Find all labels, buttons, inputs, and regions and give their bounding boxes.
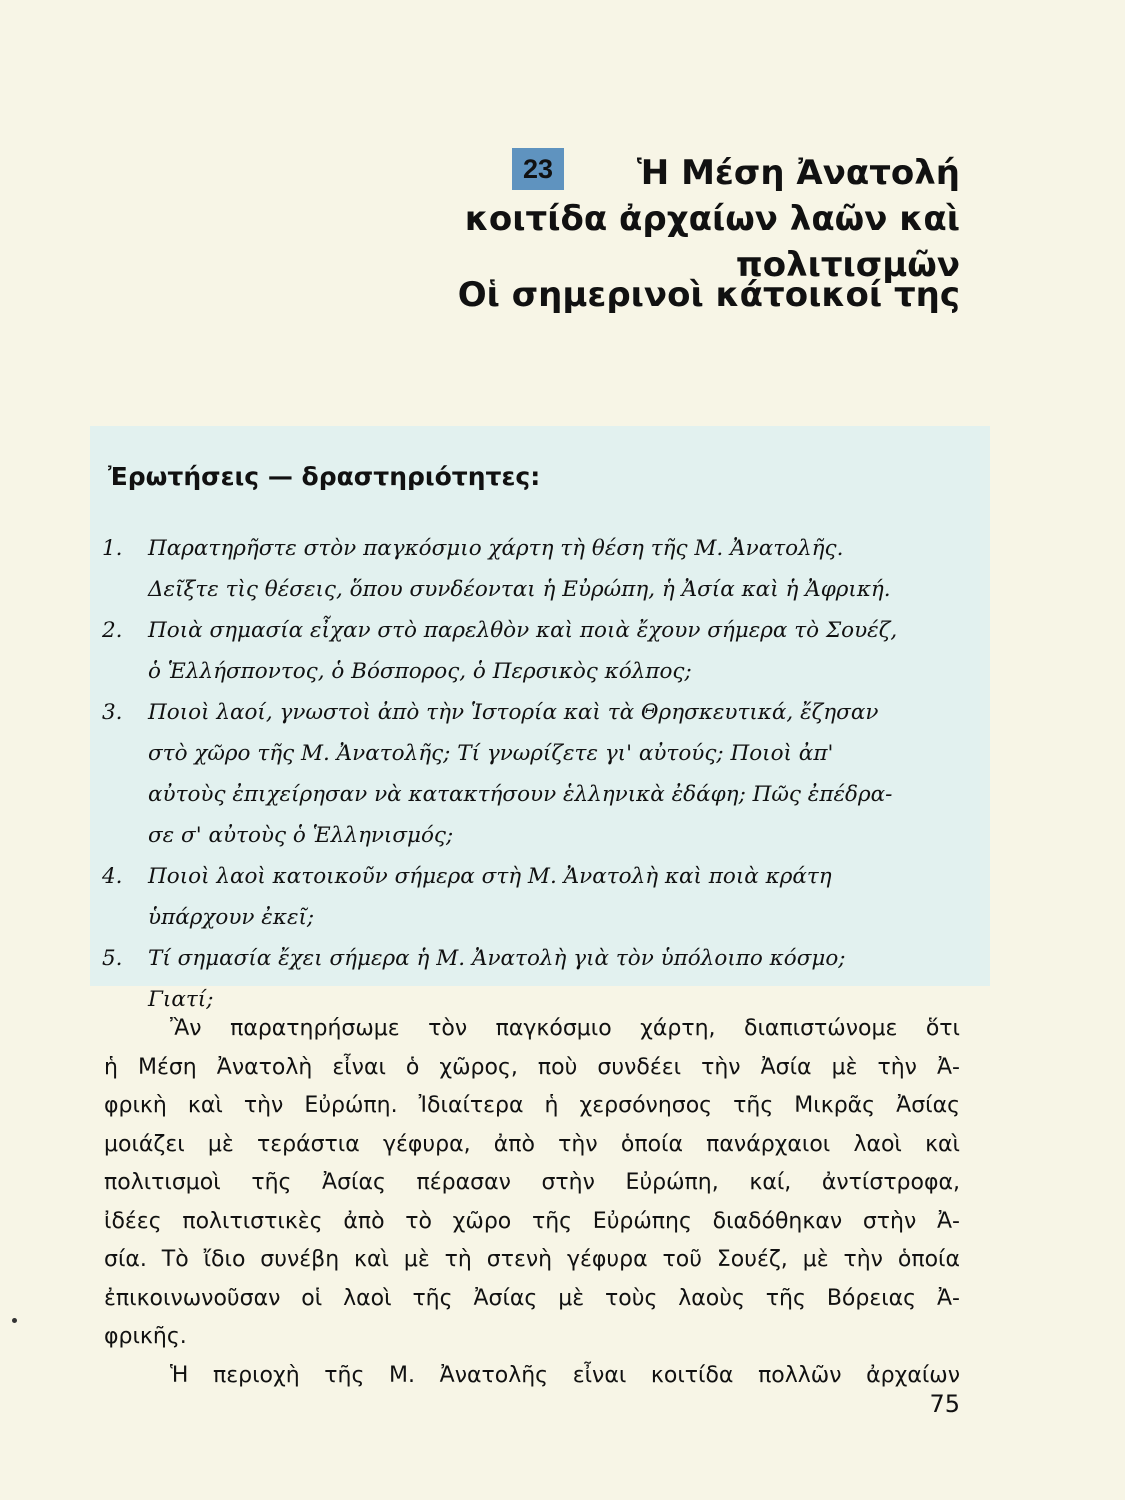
question-line: στὸ χῶρο τῆς Μ. Ἀνατολῆς; Τί γνωρίζετε γι' αὐτούς; Ποιοὶ ἀπ' bbox=[148, 741, 834, 766]
paragraph-line: μοιάζει μὲ τεράστια γέφυρα, ἀπὸ τὴν ὁποία πανάρχαιοι λαοὶ καὶ bbox=[104, 1131, 960, 1157]
question-number: 1. bbox=[102, 536, 123, 561]
paragraph-line: ἡ Μέση Ἀνατολὴ εἶναι ὁ χῶρος, ποὺ συνδέει τὴν Ἀσία μὲ τὴν Ἀ- bbox=[104, 1054, 960, 1080]
question-line: Ποιοὶ λαοί, γνωστοὶ ἀπὸ τὴν Ἱστορία καὶ τὰ Θρησκευτικά, ἔζησαν bbox=[148, 700, 879, 725]
question-line: Δεῖξτε τὶς θέσεις, ὅπου συνδέονται ἡ Εὐρώπη, ἡ Ἀσία καὶ ἡ Ἀφρική. bbox=[148, 577, 891, 602]
questions-heading: Ἐρωτήσεις — δραστηριότητες: bbox=[108, 462, 541, 491]
chapter-subtitle: Οἱ σημερινοὶ κάτοικοί της bbox=[457, 275, 960, 315]
paragraph-line: φρικῆς. bbox=[104, 1324, 187, 1349]
question-line: αὐτοὺς ἐπιχείρησαν νὰ κατακτήσουν ἑλληνικὰ ἐδάφη; Πῶς ἐπέδρα- bbox=[148, 782, 893, 807]
body-text bbox=[104, 1010, 960, 1395]
paragraph-line: ἰδέες πολιτιστικὲς ἀπὸ τὸ χῶρο τῆς Εὐρώπης διαδόθηκαν στὴν Ἀ- bbox=[104, 1208, 960, 1234]
question-line: Ποιοὶ λαοὶ κατοικοῦν σήμερα στὴ Μ. Ἀνατολὴ καὶ ποιὰ κράτη bbox=[148, 864, 832, 889]
paragraph-line: ἐπικοινωνοῦσαν οἱ λαοὶ τῆς Ἀσίας μὲ τοὺς λαοὺς τῆς Βόρειας Ἀ- bbox=[104, 1285, 960, 1311]
question-item bbox=[100, 938, 962, 1020]
question-item bbox=[100, 692, 962, 856]
question-item bbox=[100, 610, 962, 692]
chapter-title-line-1: Ἡ Μέση Ἀνατολή bbox=[636, 153, 960, 193]
question-line: ὑπάρχουν ἐκεῖ; bbox=[148, 905, 315, 930]
paragraph-1 bbox=[104, 1010, 960, 1357]
chapter-title-line-2: κοιτίδα ἀρχαίων λαῶν καὶ πολιτισμῶν bbox=[464, 199, 960, 285]
question-line: ὁ Ἑλλήσποντος, ὁ Βόσπορος, ὁ Περσικὸς κόλπος; bbox=[148, 659, 692, 684]
question-line: Παρατηρῆστε στὸν παγκόσμιο χάρτη τὴ θέση τῆς Μ. Ἀνατολῆς. bbox=[148, 536, 844, 561]
paragraph-line: Ἂν παρατηρήσωμε τὸν παγκόσμιο χάρτη, διαπιστώνομε ὅτι bbox=[170, 1016, 960, 1041]
question-number: 3. bbox=[102, 700, 123, 725]
chapter-number-badge: 23 bbox=[512, 148, 564, 190]
question-item bbox=[100, 856, 962, 938]
paragraph-line: πολιτισμοὶ τῆς Ἀσίας πέρασαν στὴν Εὐρώπη, καί, ἀντίστροφα, bbox=[104, 1170, 960, 1195]
question-line: Ποιὰ σημασία εἶχαν στὸ παρελθὸν καὶ ποιὰ ἔχουν σήμερα τὸ Σουέζ, bbox=[148, 618, 898, 643]
question-line: σε σ' αὐτοὺς ὁ Ἑλληνισμός; bbox=[148, 823, 454, 848]
paragraph-line: φρικὴ καὶ τὴν Εὐρώπη. Ἰδιαίτερα ἡ χερσόνησος τῆς Μικρᾶς Ἀσίας bbox=[104, 1093, 960, 1118]
question-list bbox=[100, 528, 962, 1020]
question-number: 2. bbox=[102, 618, 123, 643]
question-number: 4. bbox=[102, 864, 123, 889]
margin-ink-dot bbox=[12, 1318, 17, 1323]
chapter-title bbox=[330, 150, 960, 288]
paragraph-2 bbox=[104, 1357, 960, 1396]
question-item bbox=[100, 528, 962, 610]
paragraph-line: Ἡ περιοχὴ τῆς Μ. Ἀνατολῆς εἶναι κοιτίδα πολλῶν ἀρχαίων bbox=[170, 1362, 960, 1388]
question-number: 5. bbox=[102, 946, 123, 971]
question-line: Τί σημασία ἔχει σήμερα ἡ Μ. Ἀνατολὴ γιὰ τὸν ὑπόλοιπο κόσμο; bbox=[148, 946, 846, 971]
question-line: Γιατί; bbox=[148, 987, 214, 1012]
paragraph-line: σία. Τὸ ἴδιο συνέβη καὶ μὲ τὴ στενὴ γέφυρα τοῦ Σουέζ, μὲ τὴν ὁποία bbox=[104, 1247, 960, 1272]
page-number: 75 bbox=[929, 1390, 960, 1418]
